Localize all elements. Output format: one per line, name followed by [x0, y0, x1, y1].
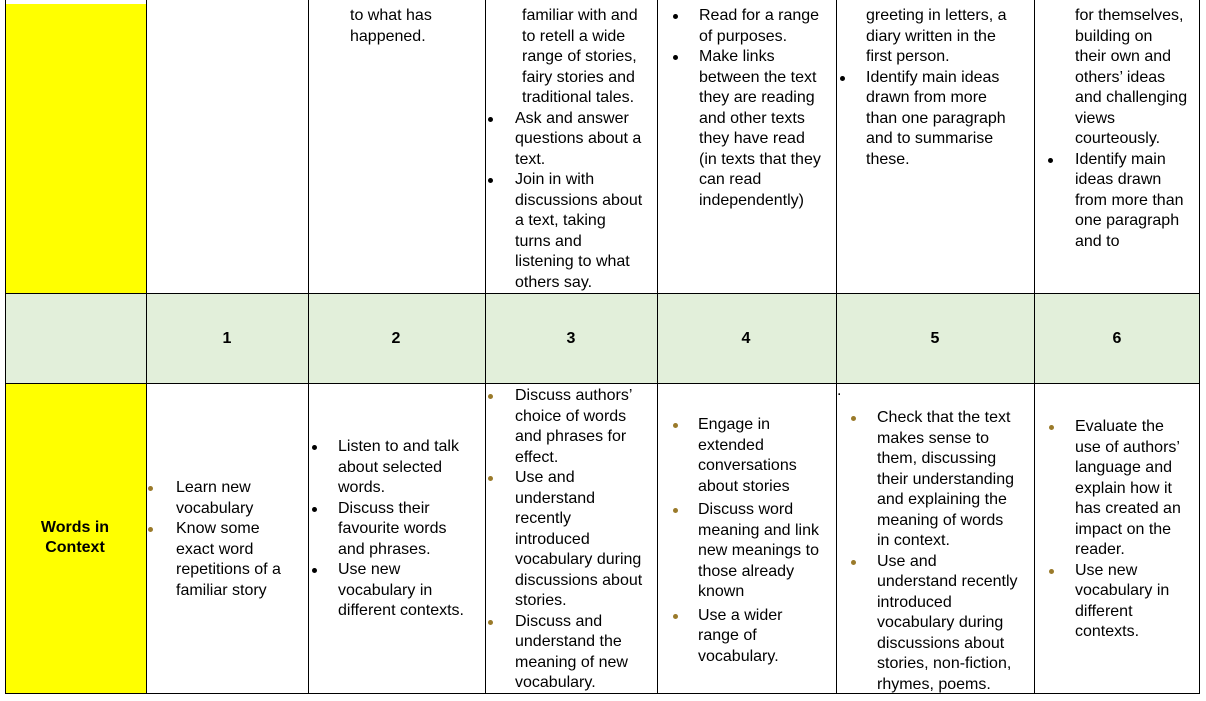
cell-text-line: understand recently [877, 573, 1018, 590]
cell-text-line: stories, non-fiction, [877, 655, 1012, 672]
cell-text-line: Listen to and talk [338, 438, 459, 455]
cell-text-line: happened. [350, 27, 426, 45]
year-6-header: 6 [1112, 330, 1122, 347]
top-row-label-cell [5, 4, 146, 294]
cell-text-line: questions about a [515, 130, 642, 147]
cell-text-line: Know some [176, 520, 260, 537]
bullet-item [338, 499, 447, 561]
bullet-icon [673, 508, 678, 513]
cell-text-line: Discuss word [698, 501, 794, 518]
bullet-item [699, 47, 821, 211]
year-header-row [5, 294, 1199, 383]
bullet-item [698, 606, 782, 668]
cell-text-line: than one paragraph [866, 109, 1006, 127]
cell-text-line: and to summarise [866, 130, 994, 147]
cell-text-line: diary written in the [866, 27, 996, 45]
bullet-icon [488, 394, 493, 399]
cell-text-line: different contexts. [338, 602, 464, 619]
bullet-icon [851, 560, 856, 565]
cell-text-line: understand [515, 489, 596, 507]
cell-text-line: extended [698, 436, 764, 454]
year-2-header: 2 [391, 330, 401, 347]
cell-text-line: can read [699, 171, 762, 188]
bullet-item [1075, 417, 1181, 561]
year-1-header: 1 [222, 330, 232, 347]
cell-text-line: building on [1075, 27, 1153, 45]
bullet-icon [851, 416, 856, 421]
cell-text-line: discussions about [515, 571, 643, 589]
cell-text-line: vocabulary in [338, 581, 433, 599]
cell-text-line: repetitions of a [176, 561, 281, 578]
bullet-icon [312, 568, 317, 573]
cell-text-line: listening to what [515, 253, 630, 270]
cell-text-line: fairy stories and [522, 68, 635, 86]
cell-text-line: Identify main [1075, 150, 1166, 168]
bullet-icon [1049, 569, 1054, 574]
cell-text-line: familiar with and [522, 7, 638, 24]
cell-text-line: about stories [698, 477, 790, 495]
cell-text-line: one paragraph [1075, 212, 1180, 229]
cell-text-line: to what has [350, 7, 432, 24]
bullet-icon [673, 14, 678, 19]
cell-text-line: Evaluate the [1075, 418, 1164, 435]
cell-text-line: vocabulary in [1075, 582, 1170, 599]
cell-text-line: Use and [515, 469, 575, 486]
cell-text-line: Ask and answer [515, 109, 629, 127]
cell-text-line: makes sense to [877, 429, 990, 447]
cell-text-line: Join in with [515, 171, 595, 188]
bullet-icon [312, 507, 317, 512]
bullet-icon [673, 55, 678, 60]
bullet-icon [488, 476, 493, 481]
bullet-icon [1048, 158, 1053, 163]
cell-text-line: vocabulary during [515, 551, 642, 568]
cell-text-line: known [698, 583, 745, 600]
cell-text-line: introduced [515, 530, 590, 548]
cell-text-line: choice of words [515, 407, 627, 425]
cell-text-line: stories. [515, 592, 567, 609]
cell-text-line: (in texts that they [699, 150, 821, 168]
cell-text-line: and phrases for [515, 428, 627, 445]
cell-text-line: recently [515, 510, 572, 527]
bullet-item [515, 170, 642, 293]
cell-text-line: Discuss authors’ [515, 387, 633, 404]
bullet-item [698, 415, 797, 497]
bullet-item [699, 6, 819, 47]
bullet-icon [673, 614, 678, 619]
bullet-item [877, 552, 1018, 696]
cell-text-line: courteously. [1075, 130, 1161, 147]
bullet-item [515, 386, 632, 468]
cell-text-line: has created an [1075, 500, 1181, 517]
bullet-item [1075, 150, 1183, 253]
cell-paragraph [522, 6, 638, 109]
cell-text-line: these. [866, 150, 910, 168]
cell-text-line: Use and [877, 552, 937, 570]
cell-text-line: others’ ideas [1075, 68, 1166, 86]
cell-text-line: effect. [515, 448, 559, 466]
cell-text-line: vocabulary. [698, 647, 779, 665]
cell-text-line: independently) [699, 191, 804, 209]
cell-paragraph [1075, 6, 1187, 150]
cell-text-line: different [1075, 602, 1133, 620]
cell-paragraph [866, 6, 1007, 68]
cell-text-line: introduced [877, 593, 952, 611]
cell-text-line: Check that the text [877, 409, 1011, 426]
row-label-line: Words in [40, 519, 110, 536]
cell-text-line: new meanings to [698, 542, 819, 559]
row-label-words-in-context [5, 518, 145, 558]
bullet-item [1075, 561, 1169, 643]
bullet-icon [488, 178, 493, 183]
cell-text-line: conversations [698, 457, 797, 474]
cell-text-line: a text, taking [515, 212, 606, 229]
bullet-icon [673, 423, 678, 428]
cell-text-line: understand the [515, 633, 622, 650]
year-3-header: 3 [566, 330, 576, 347]
cell-text-line: greeting in letters, a [866, 7, 1007, 24]
cell-text-line: of purposes. [699, 27, 788, 45]
bullet-item [866, 68, 1006, 171]
cell-text-line: Discuss their [338, 499, 430, 517]
bullet-item [698, 500, 819, 603]
cell-text-line: Discuss and [515, 612, 603, 630]
bullet-icon [148, 486, 153, 491]
cell-text-line: discussions about [515, 191, 643, 209]
cell-text-line: views [1075, 109, 1116, 127]
bullet-icon [488, 620, 493, 625]
cell-text-line: rhymes, poems. [877, 675, 991, 693]
cell-text-line: Engage in [698, 416, 771, 433]
cell-text-line: contexts. [1075, 623, 1140, 640]
cell-text-line: traditional tales. [522, 89, 635, 106]
bullet-item [176, 478, 253, 519]
cell-text-line: explain how it [1075, 479, 1172, 497]
bullet-icon [488, 117, 493, 122]
bullet-item [877, 408, 1014, 552]
cell-text-line: Identify main ideas [866, 68, 1000, 86]
cell-text-line: about selected [338, 458, 443, 476]
cell-text-line: their own and [1075, 48, 1172, 65]
cell-text-line: vocabulary during [877, 614, 1004, 631]
bullet-item [338, 560, 464, 622]
cell-text-line: range of [698, 627, 757, 644]
cell-text-line: drawn from more [866, 89, 987, 106]
cell-text-line: and to [1075, 232, 1120, 250]
bullet-item [515, 612, 628, 694]
cell-text-line: Make links [699, 48, 775, 65]
year-5-header: 5 [930, 330, 940, 347]
cell-text-line: in context. [877, 532, 950, 549]
cell-text-line: impact on the [1075, 520, 1172, 538]
cell-text-line: meaning of new [515, 653, 628, 671]
cell-text-line: language and [1075, 459, 1172, 476]
cell-text-line: they are reading [699, 89, 815, 106]
cell-text-line: meaning of words [877, 511, 1004, 529]
cell-text-line: Use a wider [698, 606, 783, 624]
cell-text-line: first person. [866, 48, 950, 65]
bullet-icon [148, 527, 153, 532]
cell-text-line: turns and [515, 232, 582, 250]
cell-text-line: and phrases. [338, 540, 431, 558]
cell-text-line: discussions about [877, 634, 1005, 652]
stray-dot-text: . [837, 382, 842, 399]
cell-text-line: range of stories, [522, 48, 637, 65]
cell-text-line: vocabulary. [515, 674, 596, 691]
cell-text-line: exact word [176, 540, 254, 558]
cell-text-line: between the text [699, 68, 817, 86]
cell-text-line: and challenging [1075, 89, 1188, 106]
cell-text-line: meaning and link [698, 521, 819, 539]
cell-text-line: Use new [1075, 561, 1138, 579]
cell-text-line: ideas drawn [1075, 171, 1162, 188]
cell-text-line: Read for a range [699, 7, 820, 24]
cell-text-line: others say. [515, 273, 593, 291]
bullet-item [515, 109, 641, 171]
row-label-line: Context [45, 539, 105, 556]
cell-text-line: from more than [1075, 191, 1184, 209]
cell-text-line: text. [515, 150, 546, 168]
cell-text-line: words. [338, 479, 386, 496]
bullet-item [515, 468, 642, 612]
cell-text-line: and other texts [699, 109, 805, 127]
bullet-icon [1049, 425, 1054, 430]
cell-paragraph [350, 6, 432, 47]
bullet-icon [312, 445, 317, 450]
cell-text-line: those already [698, 562, 795, 580]
cell-text-line: to retell a wide [522, 27, 626, 45]
cell-text-line: reader. [1075, 541, 1125, 558]
cell-text-line: vocabulary [176, 499, 254, 517]
cell-text-line: they have read [699, 130, 805, 147]
cell-text-line: favourite words [338, 520, 447, 537]
cell-text-line: for themselves, [1075, 7, 1184, 24]
year-4-header: 4 [741, 330, 751, 347]
bullet-item [338, 437, 459, 499]
bullet-item [176, 519, 281, 601]
cell-text-line: them, discussing [877, 450, 997, 467]
cell-text-line: their understanding [877, 470, 1014, 488]
bullet-icon [840, 76, 845, 81]
cell-text-line: Use new [338, 561, 401, 578]
cell-text-line: use of authors’ [1075, 438, 1180, 456]
cell-text-line: Learn new [176, 479, 251, 496]
cell-text-line: familiar story [176, 581, 267, 599]
cell-text-line: and explaining the [877, 491, 1007, 508]
